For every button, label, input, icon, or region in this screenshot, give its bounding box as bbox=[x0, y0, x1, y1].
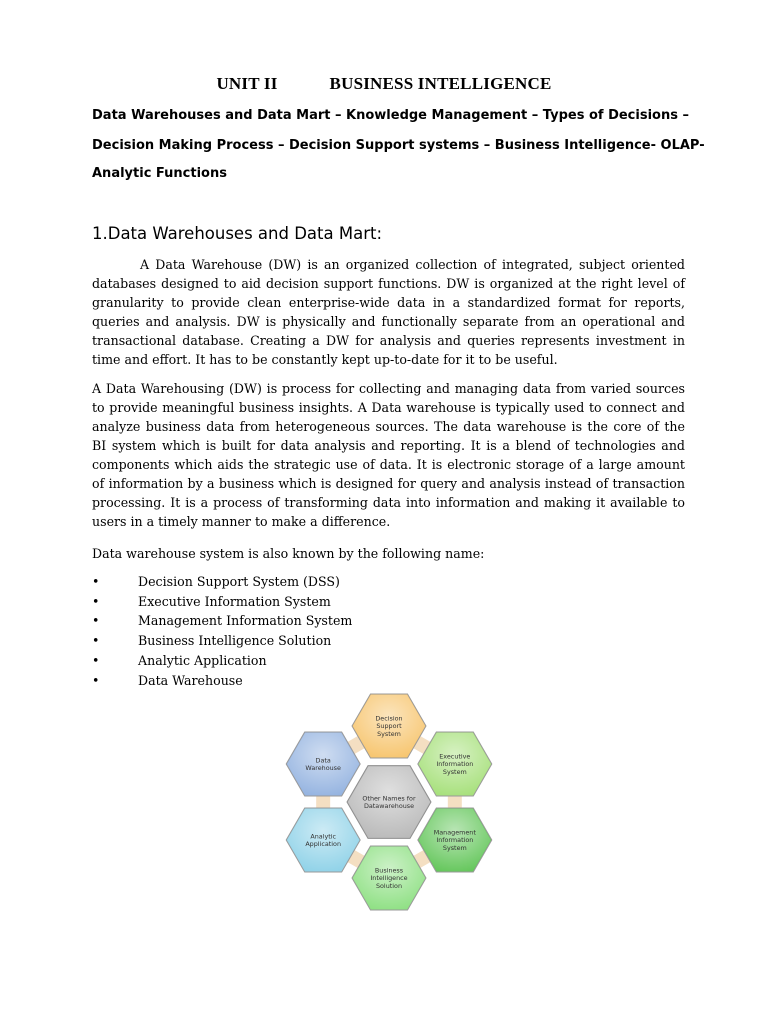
bullet: • bbox=[92, 613, 100, 628]
list-item bbox=[92, 613, 352, 628]
list-item bbox=[92, 653, 267, 668]
list-item-text: Executive Information System bbox=[138, 594, 331, 609]
hexagon-business-intelligence-solution-label: Intelligence bbox=[370, 874, 408, 883]
hexagon-analytic-application-label: Analytic bbox=[310, 832, 337, 841]
section-heading: 1.Data Warehouses and Data Mart: bbox=[92, 224, 383, 243]
unit-number: UNIT II bbox=[216, 74, 278, 93]
center-hexagon-label: Other Names for bbox=[362, 794, 416, 803]
bullet: • bbox=[92, 574, 100, 589]
list-item-text: Business Intelligence Solution bbox=[138, 633, 332, 648]
hexagon-executive-information-system-label: Executive bbox=[439, 752, 471, 761]
hexagon-data-warehouse-label: Data bbox=[315, 756, 331, 765]
center-hexagon bbox=[347, 766, 431, 839]
list-item bbox=[92, 633, 331, 648]
bullet: • bbox=[92, 633, 100, 648]
hexagon-analytic-application-label: Application bbox=[305, 840, 342, 848]
hexagon-decision-support-system-label: Decision bbox=[375, 714, 403, 723]
center-hexagon-label: Datawarehouse bbox=[363, 802, 415, 810]
list-item-text: Decision Support System (DSS) bbox=[138, 574, 340, 589]
hexagon-decision-support-system-label: System bbox=[377, 729, 401, 738]
bullet: • bbox=[92, 673, 100, 688]
paragraph-1-text: A Data Warehouse (DW) is an organized collection of integrated, subject oriented databases designed to aid decision support functions. DW is organized at the right level of granularity to provide clean enterprise-wide data in a standardized format for reports, queries and analysis. DW is physically and functionally separate from an operational and transactional database. Creating a DW for analysis and queries represents investment in time and effort. It has to be constantly kept up-to-date for it to be useful. bbox=[92, 257, 685, 367]
topic-line-2: Decision Making Process – Decision Support systems – Business Intelligence- OLAP- bbox=[92, 138, 705, 153]
hexagon-business-intelligence-solution-label: Business bbox=[374, 866, 404, 875]
hexagon-decision-support-system-label: Support bbox=[376, 722, 402, 731]
list-item bbox=[92, 673, 243, 688]
bullet: • bbox=[92, 594, 100, 609]
hexagon-management-information-system-label: Information bbox=[436, 836, 474, 845]
hexagon-executive-information-system-label: System bbox=[442, 767, 467, 776]
list-item-text: Analytic Application bbox=[138, 653, 267, 668]
bullet: • bbox=[92, 653, 100, 668]
paragraph-dw-definition bbox=[92, 255, 685, 369]
hexagon-executive-information-system-label: Information bbox=[436, 760, 474, 769]
hexagon-data-warehouse-label: Warehouse bbox=[305, 764, 341, 772]
list-item bbox=[92, 574, 340, 589]
paragraph-dw-process: A Data Warehousing (DW) is process for collecting and managing data from varied sources to provide meaningful business insights. A Data warehouse is typically used to connect and analyze business data from heterogeneous sources. The data warehouse is the core of the BI system which is built for data analysis and reporting. It is a blend of technologies and components which aids the strategic use of data. It is electronic storage of a large amount of information by a business which is designed for query and analysis instead of transaction processing. It is a process of transforming data into information and making it available to users in a timely manner to make a difference. bbox=[92, 381, 685, 529]
list-item-text: Management Information System bbox=[138, 613, 353, 628]
unit-subject: BUSINESS INTELLIGENCE bbox=[329, 74, 552, 93]
list-intro: Data warehouse system is also known by the following name: bbox=[92, 546, 485, 561]
unit-title bbox=[0, 74, 768, 94]
topic-line-1: Data Warehouses and Data Mart – Knowledge Management – Types of Decisions – bbox=[92, 108, 689, 123]
hexagon-business-intelligence-solution-label: Solution bbox=[375, 881, 403, 890]
list-item bbox=[92, 594, 331, 609]
hexagon-management-information-system-label: System bbox=[442, 843, 467, 852]
topic-line-3: Analytic Functions bbox=[92, 166, 227, 181]
hexagon-management-information-system-label: Management bbox=[433, 828, 476, 837]
other-names-hexagon-diagram bbox=[276, 688, 502, 916]
list-item-text: Data Warehouse bbox=[138, 673, 243, 688]
